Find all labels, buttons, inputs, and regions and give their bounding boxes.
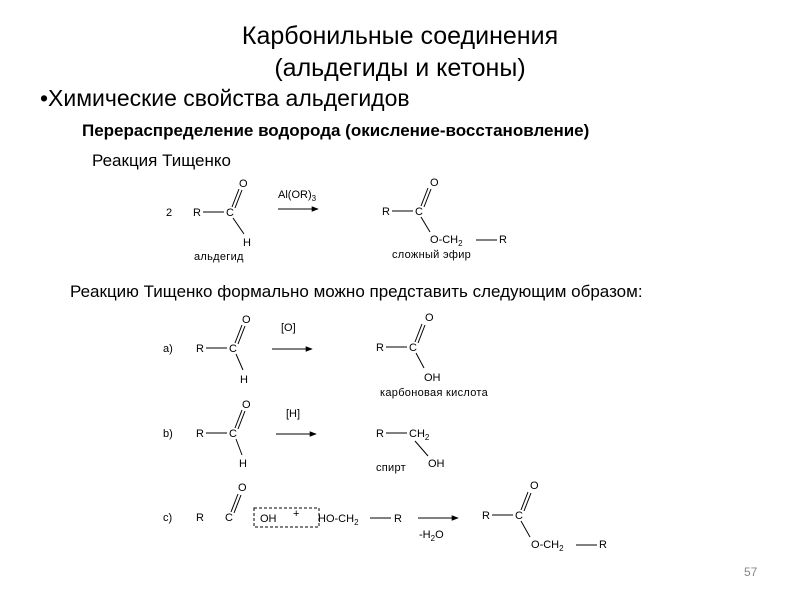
step-c (163, 480, 607, 553)
atom-r: R (193, 207, 201, 219)
step-marker: c) (163, 512, 173, 524)
product-label: карбоновая кислота (380, 387, 489, 399)
atom-c: C (225, 512, 233, 524)
slide-title-line1: Карбонильные соединения (241, 22, 559, 50)
product-label: сложный эфир (392, 249, 472, 261)
double-bond (421, 188, 428, 206)
reactant-label: альдегид (194, 251, 244, 263)
atom-o: O (530, 480, 539, 492)
atom-h: H (239, 458, 247, 470)
section-subheading: Перераспределение водорода (окисление-восстановление) (82, 121, 590, 140)
atom-r: R (196, 343, 204, 355)
atom-r: R (482, 510, 490, 522)
atom-h: H (243, 237, 251, 249)
plus-sign: + (293, 508, 300, 520)
atom-r: R (382, 206, 390, 218)
water-byproduct: $-H_2O$ (419, 529, 444, 543)
atom-o: O (425, 312, 434, 324)
atom-o: O (242, 399, 251, 411)
bond (415, 441, 428, 456)
coefficient: 2 (166, 207, 173, 219)
atom-h: H (240, 374, 248, 386)
atom-r: R (376, 428, 384, 440)
step-b (163, 399, 445, 474)
ester-oxygen: $O-CH_2$ (430, 234, 463, 248)
methylene: $CH_2$ (409, 428, 430, 442)
reagent-reductant: [H] (286, 408, 301, 420)
atom-c: C (226, 207, 234, 219)
double-bond (232, 189, 239, 207)
double-bond (524, 493, 531, 511)
bond (236, 439, 242, 455)
step-marker: a) (163, 343, 173, 355)
double-bond (424, 189, 431, 207)
double-bond (415, 324, 422, 342)
double-bond (418, 325, 425, 343)
bond (236, 354, 243, 370)
atom-r: R (196, 512, 204, 524)
atom-r: R (499, 234, 507, 246)
step-a (163, 312, 489, 399)
ester-oxygen: $O-CH_2$ (531, 539, 564, 553)
atom-r: R (599, 539, 607, 551)
slide-title-line2: (альдегиды и кетоны) (274, 54, 526, 82)
hydroxyl: OH (424, 372, 441, 384)
catalyst: $Al(OR)_3$ (278, 189, 317, 203)
atom-o: O (242, 314, 251, 326)
product-label: спирт (376, 462, 407, 474)
double-bond (238, 326, 245, 344)
hydroxyl: OH (428, 458, 445, 470)
double-bond (234, 495, 241, 513)
reaction-note: Реакцию Тищенко формально можно представить следующим образом: (70, 282, 643, 301)
double-bond (521, 492, 528, 510)
atom-c: C (415, 206, 423, 218)
atom-c: C (515, 510, 523, 522)
atom-c: C (229, 343, 237, 355)
atom-r: R (394, 513, 402, 525)
atom-o: O (430, 177, 439, 189)
main-reaction (166, 177, 507, 263)
reaction-name: Реакция Тищенко (92, 151, 231, 170)
double-bond (235, 190, 242, 208)
reagent-oxidant: [O] (281, 322, 296, 334)
double-bond (235, 325, 242, 343)
atom-o: O (238, 482, 247, 494)
atom-r: R (376, 342, 384, 354)
double-bond (235, 410, 242, 428)
alcohol-group: $HO-CH_2$ (318, 513, 359, 527)
atom-r: R (196, 428, 204, 440)
bond (233, 218, 244, 234)
bullet-heading: •Химические свойства альдегидов (40, 85, 410, 111)
hydroxyl: OH (260, 513, 277, 525)
double-bond (231, 494, 238, 512)
page-number: 57 (744, 565, 758, 579)
atom-o: O (239, 178, 248, 190)
double-bond (238, 411, 245, 429)
bond (416, 353, 424, 368)
atom-c: C (229, 428, 237, 440)
bond (521, 521, 530, 537)
step-marker: b) (163, 428, 173, 440)
atom-c: C (409, 342, 417, 354)
bond (421, 217, 430, 232)
